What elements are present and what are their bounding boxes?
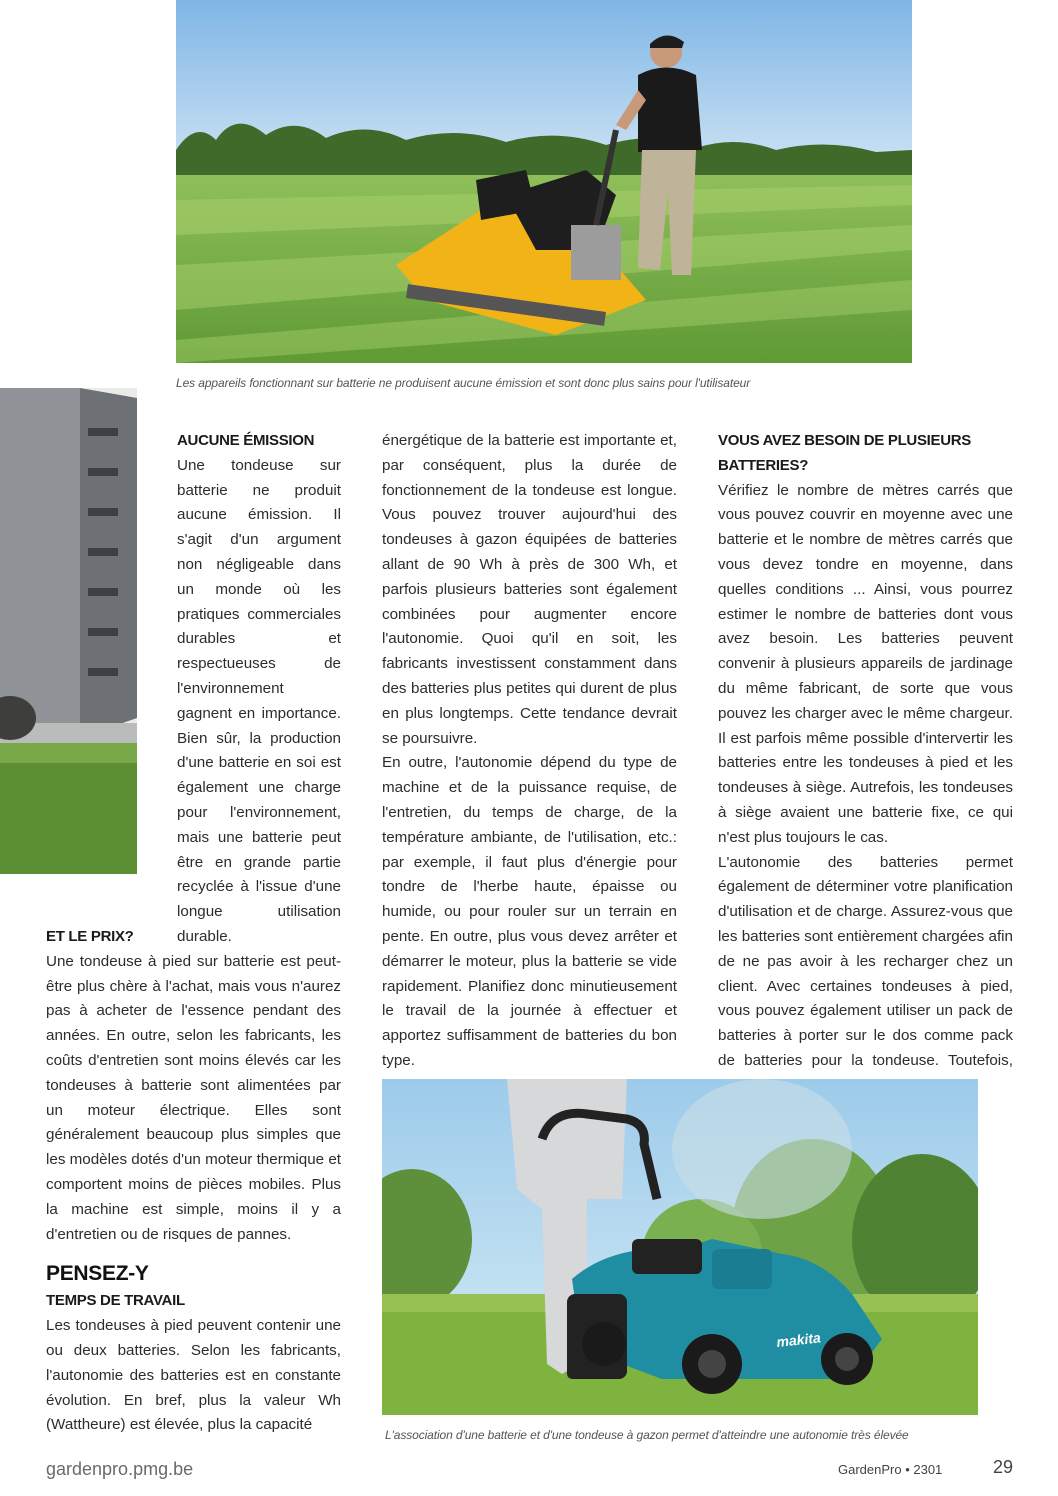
- top-photo: [176, 0, 912, 363]
- paragraph-capacite: énergétique de la batterie est importante et, par conséquent, plus la durée de fonctionnement de la tondeuse est longue. Vous pouvez trouver aujourd'hui des tondeuses à gazon équipées de batteries allant de 90 Wh à près de 300 Wh, et parfois plusieurs batteries sont également combinées pour augmenter encore l'autonomie. Quoi qu'il en soit, les fabricants investissent constamment dans des batteries plus petites qui durent de plus en plus longtemps. Cette tendance devrait se poursuivre.: [382, 432, 677, 747]
- footer-magazine-issue: GardenPro • 2301: [838, 1462, 943, 1477]
- building-photo: [0, 388, 137, 874]
- heading-et-le-prix: ET LE PRIX?: [46, 928, 134, 945]
- footer-website[interactable]: gardenpro.pmg.be: [46, 1459, 194, 1479]
- column-batteries: [718, 429, 1013, 1099]
- top-caption: Les appareils fonctionnant sur batterie ne produisent aucune émission et sont donc plus sains pour l'utilisateur: [176, 376, 751, 390]
- paragraph-prix: Une tondeuse à pied sur batterie est peut-être plus chère à l'achat, mais vous n'aurez pas à acheter de l'essence pendant des années. En outre, selon les fabricants, les coûts d'entretien sont moins élevés car les tondeuses à batterie sont alimentées par un moteur électrique. Elles sont généralement beaucoup plus simples que les modèles dotés d'un moteur thermique et comportent moins de pièces mobiles. Plus la machine est simple, moins il y a d'entretien ou de risques de pannes.: [46, 952, 341, 1243]
- paragraph-temps-de-travail: Les tondeuses à pied peuvent contenir une ou deux batteries. Selon les fabricants, l'autonomie des batteries est en constante évolution. En bref, plus la valeur Wh (Wattheure) est élevée, plus la capacité: [46, 1317, 341, 1434]
- heading-pensez-y: PENSEZ-Y: [46, 1262, 149, 1286]
- column-autonomie: [382, 429, 677, 1074]
- building-image: [0, 388, 137, 874]
- page-number: 29: [993, 1457, 1014, 1477]
- heading-aucune-emission: AUCUNE ÉMISSION: [177, 432, 315, 449]
- paragraph-planification: L'autonomie des batteries permet également de déterminer votre planification d'utilisation et de charge. Assurez-vous que les batteries sont entièrement chargées afin de ne pas avoir à les recharger chez un client. Avec certaines tondeuses à pied, vous pouvez également utiliser un pack de batteries à porter sur le dos comme pack de batteries pour la tondeuse. Toutefois,: [718, 853, 1013, 1069]
- bottom-photo: [382, 1079, 978, 1415]
- makita-logo: makita: [775, 1329, 822, 1350]
- column-emission: [177, 429, 341, 950]
- column-prix: [46, 925, 341, 1438]
- paragraph-metres-carres: Vérifiez le nombre de mètres carrés que vous pouvez couvrir en moyenne avec une batterie et le nombre de mètres carrés que vous devez tondre en moyenne, dans quelles conditions ... Ainsi, vous pourrez estimer le nombre de batteries dont vous avez besoin. Les batteries peuvent convenir à plusieurs appareils de jardinage du même fabricant, de sorte que vous pouvez les charger avec le même chargeur. Il est parfois même possible d'intervertir les batteries entre les tondeuses à pied et les tondeuses à siège. Autrefois, les tondeuses à siège avaient une batterie fixe, ce qui n'est plus toujours le cas.: [718, 481, 1013, 846]
- paragraph-emission: Une tondeuse sur batterie ne produit aucune émission. Il s'agit d'un argument non négligeable dans un monde où les pratiques commerciales durables et respectueuses de l'environnement gagnent en importance. Bien sûr, la production d'une batterie en soi est également une charge pour l'environnement, mais une batterie peut être en grande partie recyclée à l'issue d'une longue utilisation durable.: [177, 456, 341, 945]
- heading-temps-de-travail: TEMPS DE TRAVAIL: [46, 1292, 185, 1310]
- paragraph-facteurs: En outre, l'autonomie dépend du type de machine et de la puissance requise, de l'entretien, du temps de charge, de la température ambiante, de l'utilisation, etc.: par exemple, il faut plus d'énergie pour tondre de l'herbe haute, épaisse ou humide, ou pour rouler sur un terrain en pente. En outre, plus vous devez arrêter et démarrer le moteur, plus la batterie se vide rapidement. Planifiez donc minutieusement le travail de la journée à effectuer et apportez suffisamment de batteries du bon type.: [382, 754, 677, 1069]
- mower-field-image: [176, 0, 912, 363]
- heading-plusieurs-batteries: VOUS AVEZ BESOIN DE PLUSIEURS BATTERIES?: [718, 432, 972, 474]
- bottom-caption: L'association d'une batterie et d'une tondeuse à gazon permet d'atteindre une autonomie très élevée: [385, 1428, 909, 1442]
- makita-mower-image: [382, 1079, 978, 1415]
